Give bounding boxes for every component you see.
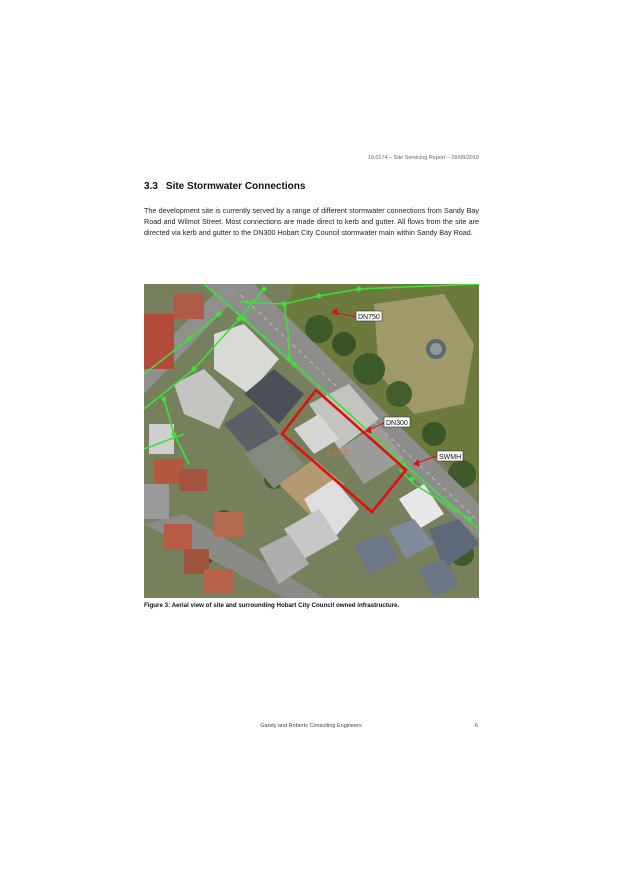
- svg-text:DN750: DN750: [358, 314, 380, 321]
- header-reference: 19.0174 – Site Servicing Report – 09/08/2019: [367, 155, 479, 161]
- section-number: 3.3: [144, 181, 158, 192]
- page-number: 6: [475, 723, 479, 729]
- figure-caption: Figure 3: Aerial view of site and surrounding Hobart City Council owned infrastructure.: [144, 602, 400, 609]
- footer-company: Gandy and Roberts Consulting Engineers: [260, 723, 362, 729]
- section-title: Site Stormwater Connections: [165, 181, 306, 192]
- aerial-map-figure: [144, 284, 479, 598]
- body-paragraph: The development site is currently served by a range of different stormwater connections from Sandy Bay Road and Wilmot Street. Most connections are made direct to kerb and gutter. All flows from the site are directed via kerb and gutter to the DN300 Hobart City Council stormwater main within Sandy Bay Road.: [144, 206, 479, 237]
- site-label: SITE: [327, 449, 351, 458]
- svg-text:DN300: DN300: [386, 420, 408, 427]
- svg-text:SWMH: SWMH: [439, 454, 462, 461]
- label-swmh: [437, 451, 463, 461]
- label-dn300: [384, 417, 410, 427]
- aerial-map-image: [144, 284, 479, 598]
- label-dn750: [356, 311, 382, 321]
- section-heading: [144, 181, 305, 192]
